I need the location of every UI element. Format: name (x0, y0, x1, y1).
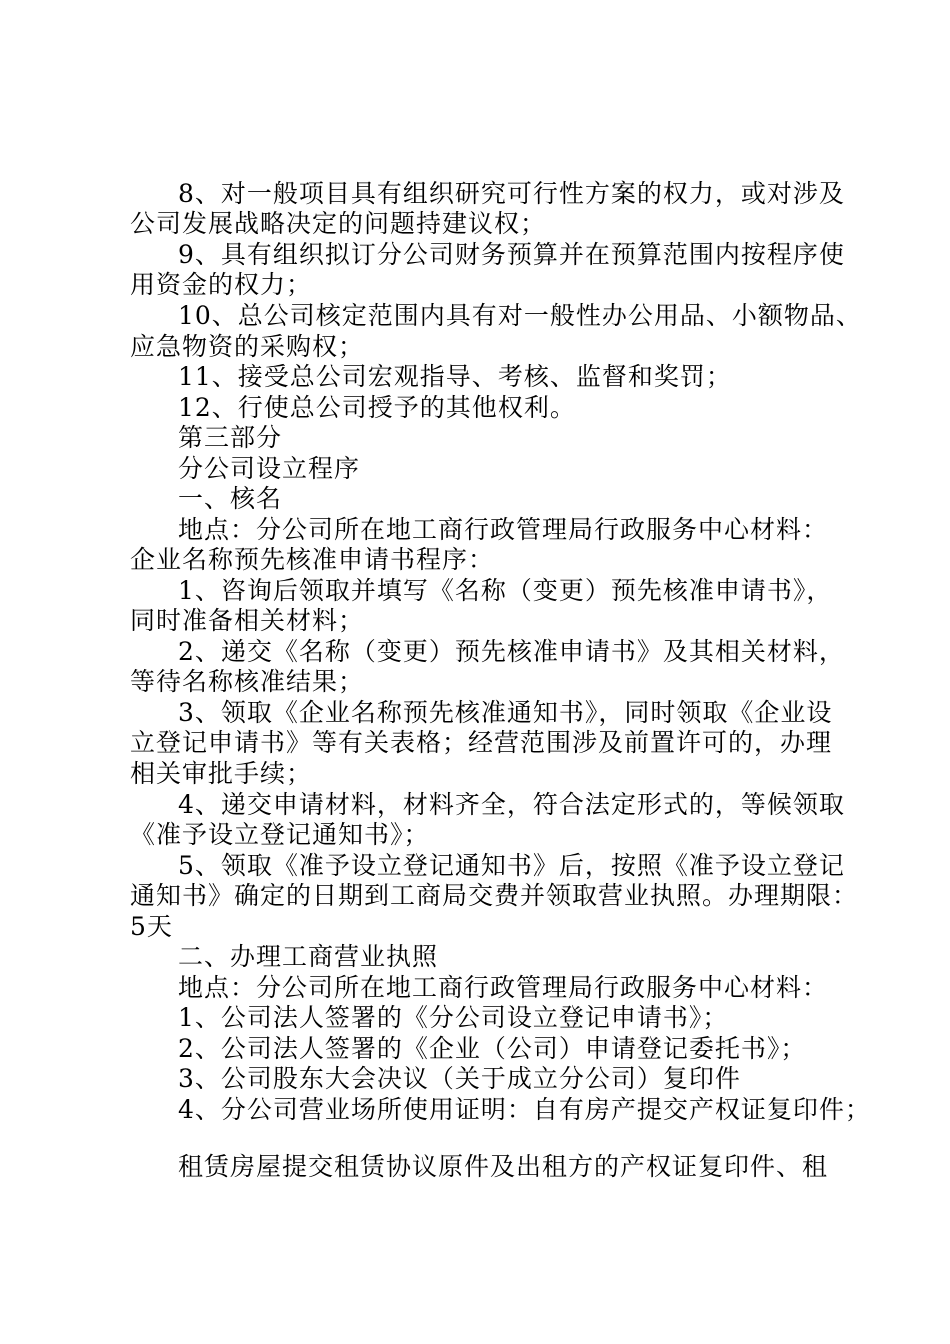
text-line: 企业名称预先核准申请书程序： (130, 545, 495, 574)
text-line: 11、接受总公司宏观指导、考核、监督和奖罚； (178, 362, 732, 391)
text-line: 5、领取《准予设立登记通知书》后，按照《准予设立登记 (178, 851, 845, 880)
subsection-heading: 一、核名 (178, 484, 283, 513)
text-line: 地点：分公司所在地工商行政管理局行政服务中心材料： (178, 973, 829, 1002)
text-line: 等待名称核准结果； (130, 667, 365, 696)
text-line: 4、递交申请材料，材料齐全，符合法定形式的，等候领取 (178, 790, 845, 819)
section-heading: 第三部分 (178, 423, 283, 452)
text-line: 用资金的权力； (130, 270, 313, 299)
text-line: 2、公司法人签署的《企业（公司）申请登记委托书》； (178, 1034, 807, 1063)
text-line: 立登记申请书》等有关表格；经营范围涉及前置许可的，办理 (130, 728, 833, 757)
text-line: 9、具有组织拟订分公司财务预算并在预算范围内按程序使 (178, 240, 845, 269)
subsection-heading: 二、办理工商营业执照 (178, 942, 439, 971)
text-line: 3、领取《企业名称预先核准通知书》，同时领取《企业设 (178, 698, 833, 727)
text-line: 应急物资的采购权； (130, 332, 365, 361)
text-line: 3、公司股东大会决议（关于成立分公司）复印件 (178, 1064, 741, 1093)
text-line: 5天 (130, 912, 173, 941)
text-line: 1、咨询后领取并填写《名称（变更）预先核准申请书》， (178, 576, 833, 605)
text-line: 《准予设立登记通知书》； (130, 820, 430, 849)
text-line: 1、公司法人签署的《分公司设立登记申请书》； (178, 1003, 729, 1032)
text-line: 租赁房屋提交租赁协议原件及出租方的产权证复印件、租 (178, 1152, 829, 1181)
text-line: 4、分公司营业场所使用证明：自有房产提交产权证复印件； (178, 1095, 871, 1124)
text-line: 公司发展战略决定的问题持建议权； (130, 209, 547, 238)
text-line: 8、对一般项目具有组织研究可行性方案的权力，或对涉及 (178, 179, 845, 208)
text-line: 10、总公司核定范围内具有对一般性办公用品、小额物品、 (178, 301, 862, 330)
section-title: 分公司设立程序 (178, 454, 361, 483)
text-line: 地点：分公司所在地工商行政管理局行政服务中心材料： (178, 515, 829, 544)
text-line: 2、递交《名称（变更）预先核准申请书》及其相关材料， (178, 637, 845, 666)
text-line: 12、行使总公司授予的其他权利。 (178, 393, 576, 422)
text-line: 相关审批手续； (130, 759, 313, 788)
text-line: 同时准备相关材料； (130, 606, 365, 635)
text-line: 通知书》确定的日期到工商局交费并领取营业执照。办理期限： (130, 881, 859, 910)
